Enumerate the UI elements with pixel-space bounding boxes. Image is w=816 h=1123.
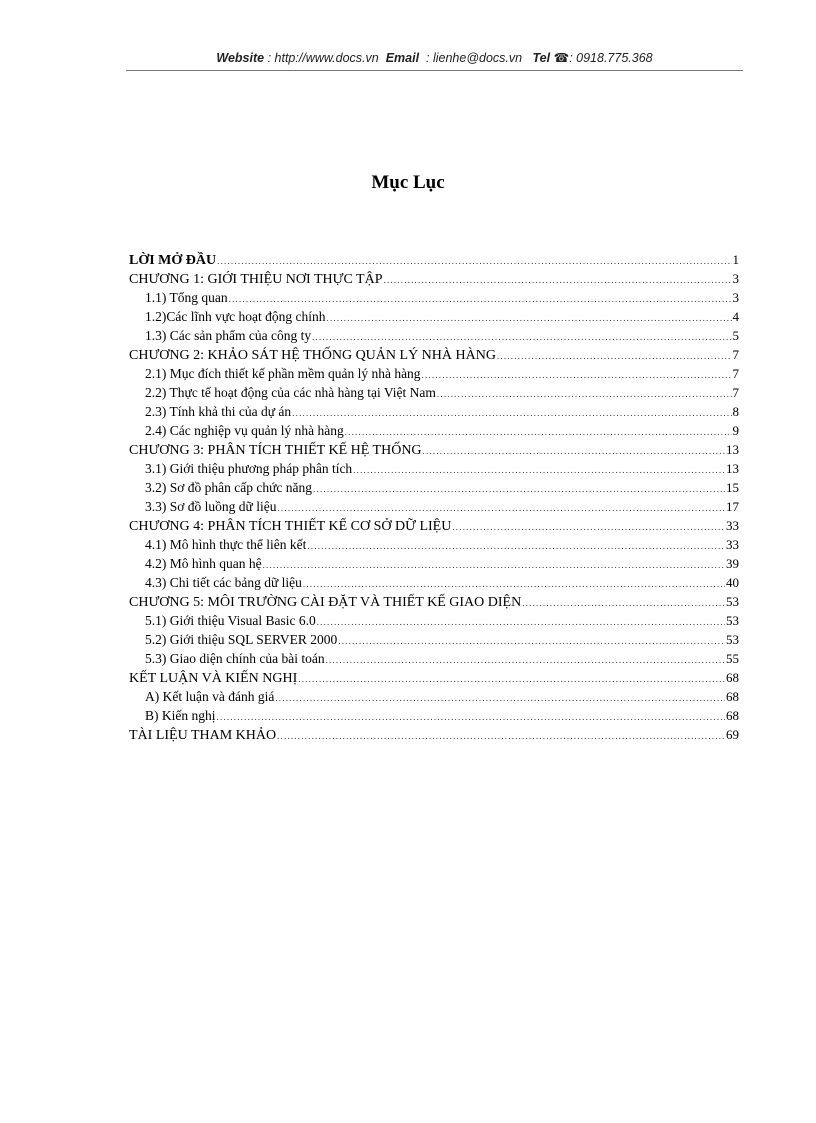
toc-dot-leader — [345, 427, 732, 437]
toc-section-entry — [129, 537, 739, 556]
toc-chapter-entry — [129, 347, 739, 366]
toc-section-entry — [129, 689, 739, 708]
toc-entry-title: 4.3) Chi tiết các bảng dữ liệu — [145, 575, 302, 590]
page-title: Mục Lục — [371, 172, 445, 193]
toc-dot-leader — [292, 408, 731, 418]
toc-chapter-entry — [129, 518, 739, 537]
table-of-contents — [129, 252, 739, 746]
toc-dot-leader — [277, 731, 725, 741]
toc-section-entry — [129, 480, 739, 499]
toc-dot-leader — [275, 693, 725, 703]
toc-entry-title: 3.2) Sơ đồ phân cấp chức năng — [145, 480, 313, 495]
toc-entry-title: 3.1) Giới thiệu phương pháp phân tích — [145, 461, 353, 476]
toc-dot-leader — [317, 617, 725, 627]
toc-section-entry — [129, 575, 739, 594]
toc-section-entry — [129, 309, 739, 328]
toc-chapter-entry — [129, 252, 739, 271]
toc-entry-title: 2.2) Thực tế hoạt động của các nhà hàng tại Việt Nam — [145, 385, 436, 400]
toc-dot-leader — [277, 503, 725, 513]
page-header — [126, 50, 743, 65]
toc-entry-title: 1.2)Các lĩnh vực hoạt động chính — [145, 309, 326, 324]
email-value: : lienhe@docs.vn — [426, 51, 523, 65]
toc-page-number: 7 — [732, 366, 739, 381]
toc-entry-title: 1.3) Các sản phẩm của công ty — [145, 328, 312, 343]
toc-section-entry — [129, 423, 739, 442]
toc-entry-title: CHƯƠNG 2: KHẢO SÁT HỆ THỐNG QUẢN LÝ NHÀ HÀNG — [129, 348, 496, 363]
toc-page-number: 7 — [732, 385, 739, 400]
toc-dot-leader — [384, 275, 732, 285]
toc-dot-leader — [423, 446, 725, 456]
toc-page-number: 55 — [726, 651, 739, 666]
toc-page-number: 33 — [726, 537, 739, 552]
toc-page-number: 13 — [726, 442, 739, 457]
toc-section-entry — [129, 404, 739, 423]
toc-page-number: 15 — [726, 480, 739, 495]
toc-entry-title: 2.4) Các nghiệp vụ quản lý nhà hàng — [145, 423, 344, 438]
toc-entry-title: 1.1) Tổng quan — [145, 290, 228, 305]
toc-page-number: 7 — [732, 347, 739, 362]
toc-section-entry — [129, 385, 739, 404]
toc-dot-leader — [229, 294, 732, 304]
toc-dot-leader — [452, 522, 725, 532]
toc-page-number: 33 — [726, 518, 739, 533]
toc-dot-leader — [307, 541, 725, 551]
tel-label: Tel — [532, 51, 551, 65]
toc-page-number: 1 — [732, 252, 739, 267]
toc-dot-leader — [326, 655, 725, 665]
toc-section-entry — [129, 651, 739, 670]
toc-dot-leader — [497, 351, 732, 361]
toc-entry-title: 2.1) Mục đích thiết kế phần mềm quản lý nhà hàng — [145, 366, 421, 381]
toc-page-number: 17 — [726, 499, 739, 514]
tel-value: : 0918.775.368 — [569, 51, 653, 65]
toc-page-number: 40 — [726, 575, 739, 590]
toc-dot-leader — [217, 256, 731, 266]
toc-dot-leader — [353, 465, 725, 475]
toc-section-entry — [129, 613, 739, 632]
toc-dot-leader — [422, 370, 732, 380]
phone-icon: ☎ — [553, 51, 570, 65]
toc-page-number: 8 — [732, 404, 739, 419]
toc-page-number: 53 — [726, 613, 739, 628]
toc-entry-title: CHƯƠNG 4: PHÂN TÍCH THIẾT KẾ CƠ SỞ DỮ LIỆU — [129, 519, 452, 534]
toc-page-number: 68 — [726, 670, 739, 685]
toc-chapter-entry — [129, 670, 739, 689]
toc-chapter-entry — [129, 442, 739, 461]
toc-entry-title: 5.3) Giao diện chính của bài toán — [145, 651, 325, 666]
toc-dot-leader — [312, 332, 731, 342]
toc-page-number: 9 — [732, 423, 739, 438]
toc-section-entry — [129, 290, 739, 309]
toc-entry-title: 4.2) Mô hình quan hệ — [145, 556, 262, 571]
toc-page-number: 3 — [732, 290, 739, 305]
email-label: Email — [385, 51, 420, 65]
toc-page-number: 53 — [726, 632, 739, 647]
toc-dot-leader — [338, 636, 725, 646]
toc-entry-title: B) Kiến nghị — [145, 708, 216, 723]
toc-page-number: 68 — [726, 689, 739, 704]
toc-page-number: 53 — [726, 594, 739, 609]
toc-dot-leader — [313, 484, 725, 494]
toc-entry-title: CHƯƠNG 3: PHÂN TÍCH THIẾT KẾ HỆ THỐNG — [129, 443, 422, 458]
toc-dot-leader — [522, 598, 725, 608]
toc-entry-title: 3.3) Sơ đồ luồng dữ liệu — [145, 499, 277, 514]
toc-chapter-entry — [129, 271, 739, 290]
toc-dot-leader — [263, 560, 725, 570]
toc-dot-leader — [437, 389, 732, 399]
toc-page-number: 4 — [732, 309, 739, 324]
toc-page-number: 39 — [726, 556, 739, 571]
header-divider — [126, 70, 743, 71]
toc-entry-title: 2.3) Tính khả thi của dự án — [145, 404, 292, 419]
toc-entry-title: 4.1) Mô hình thực thể liên kết — [145, 537, 307, 552]
toc-page-number: 68 — [726, 708, 739, 723]
website-value: : http://www.docs.vn — [267, 51, 379, 65]
toc-entry-title: LỜI MỞ ĐẦU — [129, 253, 217, 268]
toc-dot-leader — [303, 579, 725, 589]
toc-section-entry — [129, 366, 739, 385]
toc-section-entry — [129, 461, 739, 480]
toc-entry-title: 5.1) Giới thiệu Visual Basic 6.0 — [145, 613, 316, 628]
toc-section-entry — [129, 328, 739, 347]
toc-section-entry — [129, 556, 739, 575]
toc-section-entry — [129, 632, 739, 651]
toc-entry-title: CHƯƠNG 5: MÔI TRƯỜNG CÀI ĐẶT VÀ THIẾT KẾ GIAO DIỆN — [129, 595, 522, 610]
toc-dot-leader — [327, 313, 732, 323]
toc-entry-title: TÀI LIỆU THAM KHẢO — [129, 728, 277, 743]
toc-section-entry — [129, 499, 739, 518]
toc-page-number: 3 — [732, 271, 739, 286]
toc-dot-leader — [217, 712, 726, 722]
website-label: Website — [216, 51, 265, 65]
toc-page-number: 13 — [726, 461, 739, 476]
toc-entry-title: 5.2) Giới thiệu SQL SERVER 2000 — [145, 632, 338, 647]
toc-chapter-entry — [129, 594, 739, 613]
toc-chapter-entry — [129, 727, 739, 746]
toc-entry-title: CHƯƠNG 1: GIỚI THIỆU NƠI THỰC TẬP — [129, 272, 383, 287]
toc-page-number: 5 — [732, 328, 739, 343]
toc-entry-title: KẾT LUẬN VÀ KIẾN NGHỊ — [129, 671, 298, 686]
toc-section-entry — [129, 708, 739, 727]
toc-page-number: 69 — [726, 727, 739, 742]
toc-dot-leader — [298, 674, 725, 684]
toc-entry-title: A) Kết luận và đánh giá — [145, 689, 275, 704]
